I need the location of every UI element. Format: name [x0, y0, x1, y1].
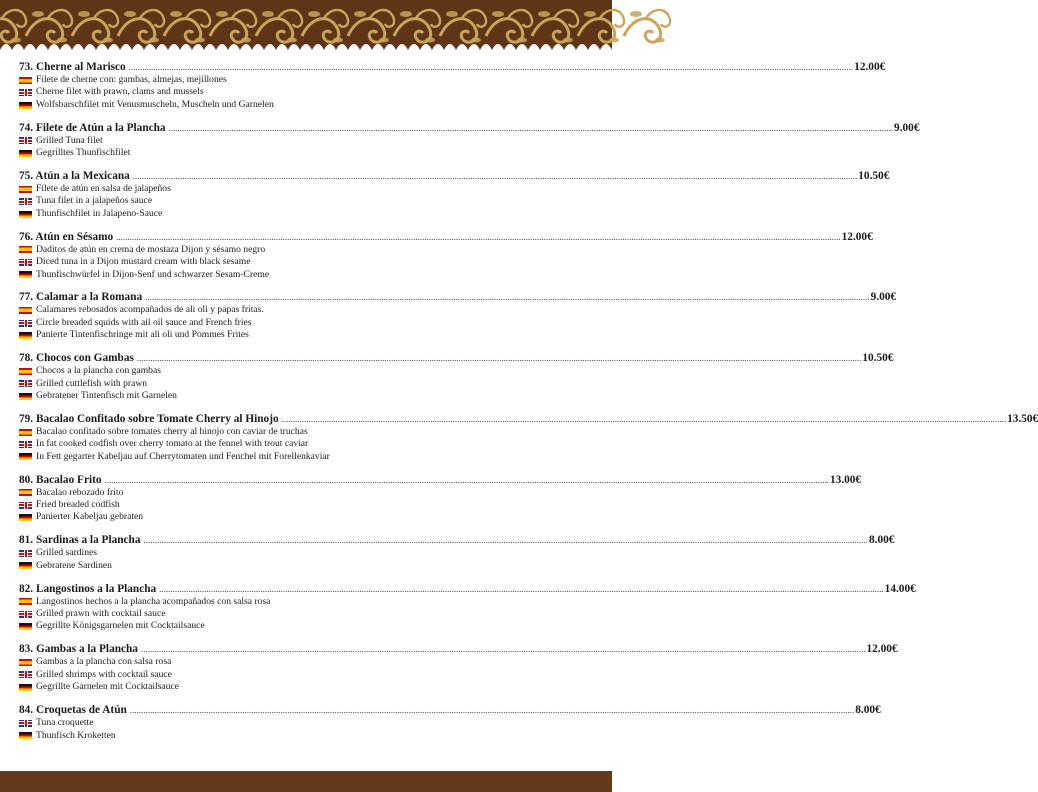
- description-text: Tuna croquette: [36, 717, 94, 729]
- dish-description: [19, 669, 593, 681]
- uk-flag-icon: [19, 320, 32, 327]
- dot-leader: ..................................................................................................................................................................................................................................................................................................................................: [129, 705, 855, 716]
- dish-price: 13.00€: [830, 473, 862, 486]
- description-text: Grilled cuttlefish with prawn: [36, 377, 148, 389]
- menu-item-title-row: [19, 290, 897, 304]
- es-flag-icon: [19, 429, 32, 436]
- menu-list: [19, 60, 1038, 751]
- menu-item: [19, 121, 920, 160]
- description-text: Filete de cherne con: gambas, almejas, mejillones: [36, 74, 227, 85]
- description-text: Grilled Tuna filet: [36, 134, 103, 146]
- dish-description: [19, 99, 593, 111]
- description-text: Bacalao confitado sobre tomates cherry al hinojo con caviar de truchas: [36, 425, 308, 437]
- menu-item-title-row: [19, 230, 873, 244]
- dish-description: [19, 244, 593, 256]
- dish-name: 79. Bacalao Confitado sobre Tomate Cherry al Hinojo: [19, 412, 279, 425]
- de-flag-icon: [19, 623, 32, 630]
- description-text: Gegrillte Garnelen mit Cocktailsauce: [36, 681, 180, 693]
- dish-name: 81. Sardinas a la Plancha: [19, 534, 141, 547]
- dish-description: [19, 608, 593, 620]
- dish-name: 82. Langostinos a la Plancha: [19, 582, 157, 595]
- dish-price: 8.00€: [855, 704, 881, 717]
- menu-item-title-row: [19, 60, 886, 74]
- dot-leader: ..................................................................................................................................................................................................................................................................................................................................: [128, 62, 854, 72]
- dish-description: [19, 487, 593, 499]
- dot-leader: ..................................................................................................................................................................................................................................................................................................................................: [281, 413, 1007, 424]
- dish-name: 75. Atún a la Mexicana: [19, 170, 130, 183]
- description-text: Thunfischwürfel in Dijon-Senf und schwarzer Sesam-Creme: [36, 268, 270, 280]
- uk-flag-icon: [19, 441, 32, 448]
- uk-flag-icon: [19, 611, 32, 618]
- dish-description: [19, 717, 593, 729]
- dot-leader: ..................................................................................................................................................................................................................................................................................................................................: [132, 171, 858, 182]
- dish-description: [19, 560, 593, 572]
- de-flag-icon: [19, 150, 32, 157]
- dish-price: 10.50€: [862, 352, 894, 365]
- description-text: Thunfisch Kroketten: [36, 729, 116, 741]
- menu-item-title-row: [19, 703, 881, 717]
- dish-description: [19, 183, 593, 195]
- uk-flag-icon: [19, 137, 32, 144]
- dish-description: [19, 135, 593, 147]
- menu-item: [19, 582, 916, 633]
- de-flag-icon: [19, 732, 32, 739]
- dish-price: 8.00€: [868, 534, 895, 547]
- menu-item: [19, 703, 881, 742]
- dish-description: [19, 86, 593, 98]
- uk-flag-icon: [19, 671, 32, 678]
- dish-description: [19, 256, 593, 268]
- menu-item-title-row: [19, 533, 895, 547]
- dot-leader: ..................................................................................................................................................................................................................................................................................................................................: [136, 353, 862, 364]
- description-text: In fat cooked codfish over cherry tomato at the fennel with trout caviar: [36, 438, 309, 450]
- dish-description: [19, 208, 593, 220]
- description-text: Gambas a la plancha con salsa rosa: [36, 656, 172, 668]
- dish-name: 73. Cherne al Marisco: [19, 61, 126, 73]
- dish-description: [19, 195, 593, 207]
- dish-description: [19, 304, 593, 316]
- dish-description: [19, 378, 593, 390]
- es-flag-icon: [19, 246, 32, 253]
- menu-item-title-row: [19, 582, 916, 596]
- de-flag-icon: [19, 562, 32, 569]
- menu-item-title-row: [19, 412, 1038, 426]
- es-flag-icon: [19, 489, 32, 496]
- dish-description: [19, 451, 593, 463]
- dish-name: 76. Atún en Sésamo: [19, 230, 114, 243]
- description-text: Thunfischfilet in Jalapeno-Sauce: [36, 207, 163, 219]
- description-text: Calamares rebosados acompañados de ali oli y papas fritas.: [36, 304, 264, 316]
- description-text: In Fett gegarter Kabeljau auf Cherrytomaten und Fenchel mit Forellenkaviar: [36, 450, 330, 462]
- dish-description: [19, 269, 593, 281]
- dot-leader: ..................................................................................................................................................................................................................................................................................................................................: [140, 644, 866, 655]
- description-text: Fried breaded codfish: [36, 499, 120, 511]
- es-flag-icon: [19, 598, 32, 605]
- de-flag-icon: [19, 102, 32, 109]
- dot-leader: ..................................................................................................................................................................................................................................................................................................................................: [143, 535, 868, 546]
- dot-leader: ..................................................................................................................................................................................................................................................................................................................................: [159, 583, 884, 594]
- menu-item: [19, 290, 897, 341]
- description-text: Gebratener Tintenfisch mit Garnelen: [36, 390, 177, 401]
- dish-price: 12.00€: [866, 643, 898, 656]
- dish-price: 10.50€: [858, 170, 890, 183]
- de-flag-icon: [19, 271, 32, 278]
- dish-description: [19, 74, 593, 86]
- dish-description: [19, 547, 593, 559]
- description-text: Grilled shrimps with cocktail sauce: [36, 668, 172, 680]
- dish-description: [19, 390, 593, 402]
- uk-flag-icon: [19, 89, 32, 96]
- es-flag-icon: [19, 77, 32, 84]
- description-text: Tuna filet in a jalapeños sauce: [36, 195, 153, 207]
- description-text: Daditos de atún en crema de mostaza Dijon y sésamo negro: [36, 243, 266, 255]
- dish-price: 12.00€: [841, 230, 873, 243]
- footer-bar: [0, 771, 612, 792]
- description-text: Diced tuna in a Dijon mustard cream with black sesame: [36, 256, 251, 268]
- description-text: Grilled prawn with cocktail sauce: [36, 608, 166, 620]
- dish-description: [19, 317, 593, 329]
- dish-price: 9.00€: [894, 121, 920, 134]
- description-text: Bacalao rebozado frito: [36, 486, 124, 498]
- dish-description: [19, 681, 593, 693]
- dot-leader: ..................................................................................................................................................................................................................................................................................................................................: [116, 231, 841, 242]
- menu-item: [19, 473, 862, 524]
- menu-item: [19, 533, 895, 572]
- menu-item: [19, 230, 873, 281]
- dish-description: [19, 147, 593, 159]
- description-text: Langostinos hechos a la plancha acompañados con salsa rosa: [36, 595, 271, 607]
- dish-description: [19, 426, 593, 438]
- dish-description: [19, 438, 593, 450]
- de-flag-icon: [19, 684, 32, 691]
- dish-price: 14.00€: [884, 582, 916, 595]
- menu-item-title-row: [19, 121, 920, 135]
- menu-item: [19, 169, 890, 220]
- description-text: Circle breaded squids with ail oil sauce and French fries: [36, 316, 252, 328]
- uk-flag-icon: [19, 380, 32, 387]
- dish-description: [19, 511, 593, 523]
- menu-item: [19, 60, 886, 111]
- menu-item-title-row: [19, 642, 898, 656]
- uk-flag-icon: [19, 720, 32, 727]
- menu-item-title-row: [19, 351, 894, 365]
- description-text: Gebratene Sardinen: [36, 559, 112, 571]
- dish-description: [19, 730, 593, 742]
- de-flag-icon: [19, 453, 32, 460]
- dot-leader: ..................................................................................................................................................................................................................................................................................................................................: [104, 474, 830, 485]
- dot-leader: ..................................................................................................................................................................................................................................................................................................................................: [145, 292, 870, 303]
- description-text: Grilled sardines: [36, 547, 98, 559]
- dish-name: 84. Croquetas de Atún: [19, 704, 127, 717]
- menu-item: [19, 412, 1038, 463]
- de-flag-icon: [19, 332, 32, 339]
- description-text: Gegrillte Königsgarnelen mit Cocktailsauce: [36, 620, 205, 632]
- uk-flag-icon: [19, 550, 32, 557]
- dish-name: 83. Gambas a la Plancha: [19, 643, 138, 656]
- description-text: Filete de atún en salsa de jalapeños: [36, 183, 171, 195]
- uk-flag-icon: [19, 259, 32, 266]
- baroque-ornament-icon: [0, 0, 612, 50]
- dish-price: 12.00€: [854, 61, 886, 73]
- uk-flag-icon: [19, 502, 32, 509]
- description-text: Wolfsbarschfilet mit Venusmuscheln, Muscheln und Garnelen: [36, 98, 274, 110]
- description-text: Panierte Tintenfischringe mit ali oli und Pommes Frites: [36, 329, 249, 341]
- dish-description: [19, 365, 593, 377]
- de-flag-icon: [19, 514, 32, 521]
- menu-item: [19, 351, 894, 402]
- description-text: Gegrilltes Thunfischfilet: [36, 147, 131, 159]
- uk-flag-icon: [19, 198, 32, 205]
- dish-price: 9.00€: [870, 291, 897, 304]
- menu-item: [19, 642, 898, 693]
- description-text: Cherne filet with prawn, clams and mussels: [36, 86, 204, 98]
- de-flag-icon: [19, 393, 32, 400]
- dish-price: 13.50€: [1007, 412, 1038, 425]
- dish-name: 80. Bacalao Frito: [19, 473, 102, 486]
- menu-item-title-row: [19, 169, 890, 183]
- ornamental-header-banner: [0, 0, 612, 50]
- dish-description: [19, 499, 593, 511]
- description-text: Panierter Kabeljau gebraten: [36, 511, 144, 523]
- dish-description: [19, 596, 593, 608]
- dish-description: [19, 656, 593, 668]
- es-flag-icon: [19, 368, 32, 375]
- es-flag-icon: [19, 659, 32, 666]
- description-text: Chocos a la plancha con gambas: [36, 365, 161, 377]
- dish-description: [19, 329, 593, 341]
- dot-leader: ..................................................................................................................................................................................................................................................................................................................................: [168, 122, 894, 133]
- dish-name: 74. Filete de Atún a la Plancha: [19, 121, 166, 134]
- dish-name: 77. Calamar a la Romana: [19, 291, 143, 304]
- es-flag-icon: [19, 307, 32, 314]
- dish-description: [19, 620, 593, 632]
- menu-item-title-row: [19, 473, 862, 487]
- dish-name: 78. Chocos con Gambas: [19, 352, 134, 365]
- de-flag-icon: [19, 211, 32, 218]
- es-flag-icon: [19, 186, 32, 193]
